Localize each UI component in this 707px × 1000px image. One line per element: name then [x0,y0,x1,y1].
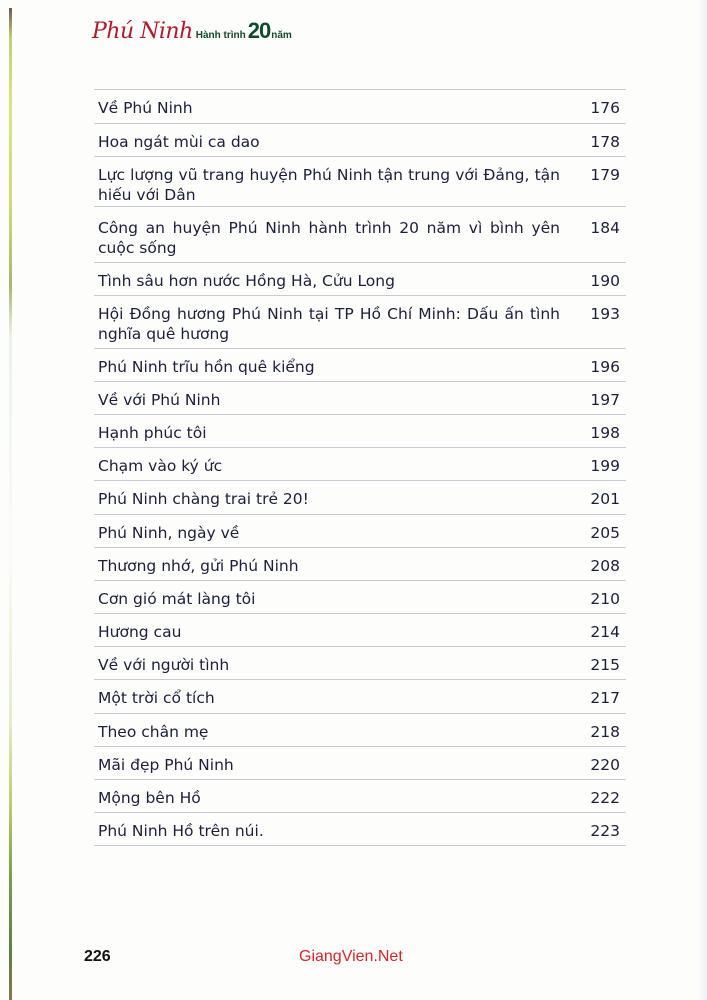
toc-entry-page: 176 [590,99,620,117]
toc-entry[interactable] [94,714,626,747]
toc-entry[interactable] [94,747,626,780]
toc-entry[interactable] [94,90,626,124]
toc-entry-page: 208 [590,557,620,575]
toc-entry-title: Chạm vào ký ức [98,457,223,475]
toc-entry-title: Tình sâu hơn nước Hồng Hà, Cửu Long [98,272,395,290]
toc-entry-page: 201 [590,490,620,508]
header-brand: Phú Ninh [92,19,193,44]
toc-entry[interactable] [94,680,626,714]
toc-entry-title: Về với Phú Ninh [98,391,221,409]
page-edge-shadow [698,0,707,1000]
toc-entry[interactable] [94,124,626,157]
toc-entry[interactable] [94,207,626,263]
toc-entry-title: Hạnh phúc tôi [98,424,207,442]
toc-entry-title: Về với người tình [98,656,230,674]
toc-entry[interactable] [94,548,626,581]
header-subtitle-prefix: Hành trình [195,30,246,41]
toc-entry-title: Hội Đồng hương Phú Ninh tại TP Hồ Chí Minh: Dấu ấn tình nghĩa quê hương [98,305,560,343]
toc-entry[interactable] [94,296,626,349]
toc-entry-page: 215 [590,656,620,674]
toc-entry-page: 210 [590,590,620,608]
toc-entry[interactable] [94,349,626,382]
page-binding-edge [9,8,12,1000]
toc-entry[interactable] [94,415,626,448]
header-subtitle-suffix: năm [271,30,292,41]
toc-entry-page: 214 [590,623,620,641]
toc-entry[interactable] [94,263,626,296]
toc-entry[interactable] [94,157,626,207]
toc-entry-title: Lực lượng vũ trang huyện Phú Ninh tận trung với Đảng, tận hiếu với Dân [98,166,560,204]
toc-entry-title: Công an huyện Phú Ninh hành trình 20 năm vì bình yên cuộc sống [98,219,560,257]
toc-entry-title: Về Phú Ninh [98,99,193,117]
toc-entry-title: Phú Ninh Hồ trên núi. [98,822,264,840]
toc-entry-title: Hương cau [98,623,182,641]
toc-entry-page: 179 [590,166,620,184]
toc-entry-page: 223 [590,822,620,840]
toc-entry-page: 197 [590,391,620,409]
toc-entry[interactable] [94,515,626,548]
toc-entry-page: 184 [590,219,620,237]
toc-entry-page: 205 [590,524,620,542]
toc-entry-page: 196 [590,358,620,376]
toc-entry-page: 220 [590,756,620,774]
toc-entry[interactable] [94,382,626,415]
toc-entry-page: 198 [590,424,620,442]
toc-entry-page: 190 [590,272,620,290]
toc-entry[interactable] [94,581,626,614]
toc-entry-title: Hoa ngát mùi ca dao [98,133,260,151]
toc-entry-page: 218 [590,723,620,741]
page-number: 226 [84,948,111,965]
toc-entry-title: Một trời cổ tích [98,689,215,707]
toc-entry-title: Phú Ninh trĩu hồn quê kiểng [98,358,315,376]
toc-entry-title: Mãi đẹp Phú Ninh [98,756,234,774]
running-header [92,18,292,44]
toc-entry-title: Phú Ninh, ngày về [98,524,240,542]
toc-entry[interactable] [94,448,626,481]
toc-entry-page: 222 [590,789,620,807]
toc-entry-title: Mộng bên Hồ [98,789,201,807]
toc-entry-page: 199 [590,457,620,475]
toc-entry[interactable] [94,813,626,846]
header-subtitle-number: 20 [247,18,271,43]
toc-entry-title: Phú Ninh chàng trai trẻ 20! [98,490,309,508]
toc-entry[interactable] [94,780,626,813]
toc-entry[interactable] [94,647,626,680]
toc-entry-page: 217 [590,689,620,707]
toc-entry-page: 193 [590,305,620,323]
table-of-contents [94,89,626,846]
toc-entry[interactable] [94,614,626,647]
toc-entry-title: Theo chân mẹ [98,723,209,741]
watermark: GiangVien.Net [299,948,403,965]
toc-entry-page: 178 [590,133,620,151]
toc-entry-title: Cơn gió mát làng tôi [98,590,256,608]
toc-entry[interactable] [94,481,626,515]
toc-entry-title: Thương nhớ, gửi Phú Ninh [98,557,299,575]
